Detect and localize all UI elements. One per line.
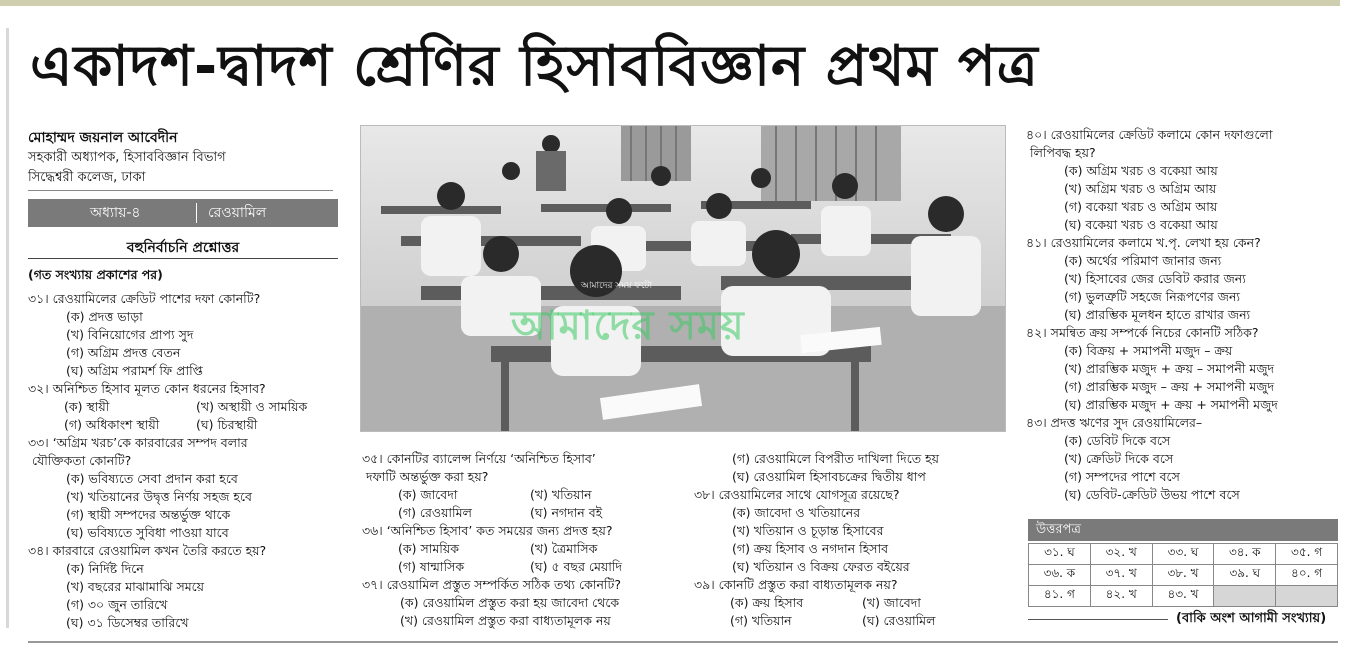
option-text: (ক) বিক্রয় + সমাপনী মজুদ – ক্রয়: [1064, 343, 1233, 358]
option-text: (ঘ) রেওয়ামিল হিসাবচক্রের দ্বিতীয় ধাপ: [732, 469, 926, 484]
photo-illustration: [361, 126, 1006, 432]
option-text: (ঘ) প্রারম্ভিক মূলধন হাতে রাখার জন্য: [1064, 307, 1251, 322]
option-text: (গ) ৩০ জুন তারিখে: [66, 597, 168, 612]
questions-column-2: [362, 450, 692, 630]
option-text: (খ) খতিয়ান ও চূড়ান্ত হিসাবের: [732, 523, 884, 538]
question-text: ৪৩। প্রদত্ত ঋণের সুদ রেওয়ামিলের–: [1026, 415, 1203, 430]
questions-column-4: [1026, 126, 1346, 504]
chapter-number: অধ্যায়-৪: [90, 205, 141, 221]
option-text: (ঘ) ৫ বছর মেয়াদি: [530, 559, 623, 574]
answer-cell: ৩২. খ: [1090, 544, 1152, 565]
left-margin-rule: [6, 28, 9, 628]
section-title: বহুনির্বাচনি প্রশ্নোত্তর: [126, 240, 240, 256]
option-text: (খ) খতিয়ান: [530, 487, 592, 502]
option-text: (ক) জাবেদা: [398, 487, 458, 502]
option-pair: [362, 558, 692, 576]
question-text: ৩৮। রেওয়ামিলের সাথে যোগসূত্র রয়েছে?: [694, 487, 900, 502]
answer-cell: ৩৩. ঘ: [1152, 544, 1214, 565]
option-text: (গ) অধিকাংশ স্থায়ী: [64, 417, 160, 432]
answer-row: [1029, 565, 1338, 586]
question-text: দফাটি অন্তর্ভুক্ত করা হয়?: [366, 469, 489, 484]
option-text: (গ) স্থায়ী সম্পদের অন্তর্ভুক্ত থাকে: [66, 507, 231, 522]
option-pair: [28, 416, 348, 434]
option-text: (ক) অগ্রিম খরচ ও বকেয়া আয়: [1064, 163, 1218, 178]
answer-cell: [1276, 586, 1338, 607]
photo-credit: আমাদের সময় ফটো: [581, 281, 653, 291]
exam-hall-photo: [360, 125, 1006, 432]
option-text: (খ) রেওয়ামিল প্রস্তুত করা বাধ্যতামূলক নয়: [400, 613, 611, 628]
option-text: (গ) রেওয়ামিল: [398, 505, 472, 520]
option-text: (ঘ) নগদান বই: [530, 505, 603, 520]
chapter-name: রেওয়ামিল: [208, 205, 267, 221]
question-text: ৩৭। রেওয়ামিল প্রস্তুত সম্পর্কিত সঠিক তথ্য কোনটি?: [362, 577, 621, 592]
option-text: (ক) ভবিষ্যতে সেবা প্রদান করা হবে: [66, 471, 238, 486]
option-text: (ক) প্রদত্ত ভাড়া: [66, 309, 143, 324]
option-text: (ঘ) খতিয়ান ও বিক্রয় ফেরত বইয়ের: [732, 559, 910, 574]
option-text: (ক) ক্রয় হিসাব: [730, 595, 804, 610]
option-text: (খ) প্রারম্ভিক মজুদ + ক্রয় – সমাপনী মজুদ: [1064, 361, 1275, 376]
option-text: (খ) বিনিয়োগের প্রাপ্য সুদ: [66, 327, 194, 342]
answer-key-title: উত্তরপত্র: [1028, 519, 1338, 541]
question-text: ৪১। রেওয়ামিলের কলামে খ.পৃ. লেখা হয় কেন?: [1026, 235, 1261, 250]
bottom-border: [28, 641, 1338, 643]
option-text: (খ) বছরের মাঝামাঝি সময়ে: [66, 579, 205, 594]
newspaper-watermark-logo: আমাদের সময়: [511, 303, 745, 349]
option-text: (ক) রেওয়ামিল প্রস্তুত করা হয় জাবেদা থেকে: [400, 595, 620, 610]
question-text: ৩৬। ‘অনিশ্চিত হিসাব’ কত সময়ের জন্য প্রদত্ত হয়?: [362, 523, 613, 538]
answer-cell: ৩১. ঘ: [1029, 544, 1091, 565]
page-title: একাদশ-দ্বাদশ শ্রেণির হিসাববিজ্ঞান প্রথম পত্র: [30, 34, 1039, 99]
answer-cell: ৩৯. ঘ: [1214, 565, 1276, 586]
option-text: (খ) ক্রেডিট দিকে বসে: [1064, 451, 1174, 466]
option-text: (ঘ) ৩১ ডিসেম্বর তারিখে: [66, 615, 189, 630]
answer-cell: ৪৩. খ: [1152, 586, 1214, 607]
questions-column-3: [694, 450, 1014, 630]
option-text: (গ) বকেয়া খরচ ও অগ্রিম আয়: [1064, 199, 1218, 214]
option-text: (ক) সাময়িক: [398, 541, 459, 556]
option-text: (ঘ) চিরস্থায়ী: [196, 417, 258, 432]
option-text: (গ) ষান্মাসিক: [398, 559, 465, 574]
option-text: (ক) স্থায়ী: [64, 399, 110, 414]
option-text: (খ) হিসাবের জের ডেবিট করার জন্য: [1064, 271, 1246, 286]
option-text: (গ) ভুলত্রুটি সহজে নিরূপণের জন্য: [1064, 289, 1241, 304]
option-text: (খ) জাবেদা: [862, 595, 921, 610]
question-text: যৌক্তিকতা কোনটি?: [32, 453, 132, 468]
question-text: লিপিবদ্ধ হয়?: [1030, 145, 1096, 160]
answer-cell: ৪০. গ: [1276, 565, 1338, 586]
option-text: (ঘ) অগ্রিম পরামর্শ ফি প্রাপ্তি: [66, 363, 203, 378]
option-pair: [694, 612, 1014, 630]
answer-cell: [1214, 586, 1276, 607]
answer-key-table: [1028, 543, 1338, 607]
question-text: ৩১। রেওয়ামিলের ক্রেডিট পাশের দফা কোনটি?: [28, 291, 261, 306]
option-text: (খ) অগ্রিম খরচ ও অগ্রিম আয়: [1064, 181, 1217, 196]
answer-cell: ৩৭. খ: [1090, 565, 1152, 586]
author-college: সিদ্ধেশ্বরী কলেজ, ঢাকা: [28, 170, 146, 185]
divider: [196, 203, 197, 223]
question-text: ৩৩। ‘অগ্রিম খরচ’কে কারবারের সম্পদ বলার: [28, 435, 248, 450]
option-text: (খ) খতিয়ানের উদ্বৃত্ত নির্ণয় সহজ হবে: [66, 489, 252, 504]
option-text: (ঘ) ডেবিট-ক্রেডিট উভয় পাশে বসে: [1064, 487, 1240, 502]
option-pair: [28, 398, 348, 416]
answer-cell: ৩৮. খ: [1152, 565, 1214, 586]
answer-cell: ৩৪. ক: [1214, 544, 1276, 565]
continued-next-issue: (বাকি অংশ আগামী সংখ্যায়): [1176, 611, 1327, 626]
option-text: (খ) ত্রৈমাসিক: [530, 541, 598, 556]
option-text: (ঘ) ভবিষ্যতে সুবিধা পাওয়া যাবে: [66, 525, 229, 540]
option-text: (ঘ) বকেয়া খরচ ও বকেয়া আয়: [1064, 217, 1218, 232]
top-border: [0, 0, 1340, 6]
option-text: (ঘ) প্রারম্ভিক মজুদ + ক্রয় + সমাপনী মজুদ: [1064, 397, 1278, 412]
option-pair: [694, 594, 1014, 612]
question-text: ৩৯। কোনটি প্রস্তুত করা বাধ্যতামূলক নয়?: [694, 577, 898, 592]
option-text: (গ) ক্রয় হিসাব ও নগদান হিসাব: [732, 541, 889, 556]
chapter-bar: [28, 199, 338, 227]
option-text: (ক) অর্থের পরিমাণ জানার জন্য: [1064, 253, 1222, 268]
option-pair: [362, 504, 692, 522]
question-text: ৩২। অনিশ্চিত হিসাব মূলত কোন ধরনের হিসাব?: [28, 381, 266, 396]
answer-cell: ৩৫. গ: [1276, 544, 1338, 565]
answer-cell: ৪২. খ: [1090, 586, 1152, 607]
option-pair: [362, 486, 692, 504]
divider: [28, 258, 338, 259]
questions-column-1: [28, 266, 348, 632]
question-text: ৩৪। কারবারে রেওয়ামিল কখন তৈরি করতে হয়?: [28, 543, 267, 558]
option-text: (গ) অগ্রিম প্রদত্ত বেতন: [66, 345, 181, 360]
option-text: (ক) ডেবিট দিকে বসে: [1064, 433, 1171, 448]
question-text: ৪০। রেওয়ামিলের ক্রেডিট কলামে কোন দফাগুলো: [1026, 127, 1273, 142]
option-text: (গ) প্রারম্ভিক মজুদ – ক্রয় + সমাপনী মজুদ: [1064, 379, 1275, 394]
author-block: [28, 128, 340, 188]
question-text: ৪২। সমন্বিত ক্রয় সম্পর্কে নিচের কোনটি সঠিক?: [1026, 325, 1259, 340]
option-text: (ক) নির্দিষ্ট দিনে: [66, 561, 144, 576]
option-pair: [362, 540, 692, 558]
option-text: (গ) সম্পদের পাশে বসে: [1064, 469, 1180, 484]
option-text: (গ) রেওয়ামিলে বিপরীত দাখিলা দিতে হয়: [732, 451, 940, 466]
divider: [1028, 619, 1168, 620]
option-text: (গ) খতিয়ান: [730, 613, 792, 628]
continued-note: (গত সংখ্যায় প্রকাশের পর): [28, 267, 163, 282]
option-text: (ঘ) রেওয়ামিল: [862, 613, 936, 628]
option-text: (ক) জাবেদা ও খতিয়ানের: [732, 505, 861, 520]
author-designation: সহকারী অধ্যাপক, হিসাববিজ্ঞান বিভাগ: [28, 150, 226, 165]
option-text: (খ) অস্থায়ী ও সাময়িক: [196, 399, 308, 414]
answer-cell: ৪১. গ: [1029, 586, 1091, 607]
answer-row: [1029, 586, 1338, 607]
author-name: মোহাম্মদ জয়নাল আবেদীন: [28, 130, 178, 146]
divider: [28, 190, 333, 191]
answer-row: [1029, 544, 1338, 565]
answer-cell: ৩৬. ক: [1029, 565, 1091, 586]
question-text: ৩৫। কোনটির ব্যালেন্স নির্ণয়ে ‘অনিশ্চিত হিসাব’: [362, 451, 596, 466]
